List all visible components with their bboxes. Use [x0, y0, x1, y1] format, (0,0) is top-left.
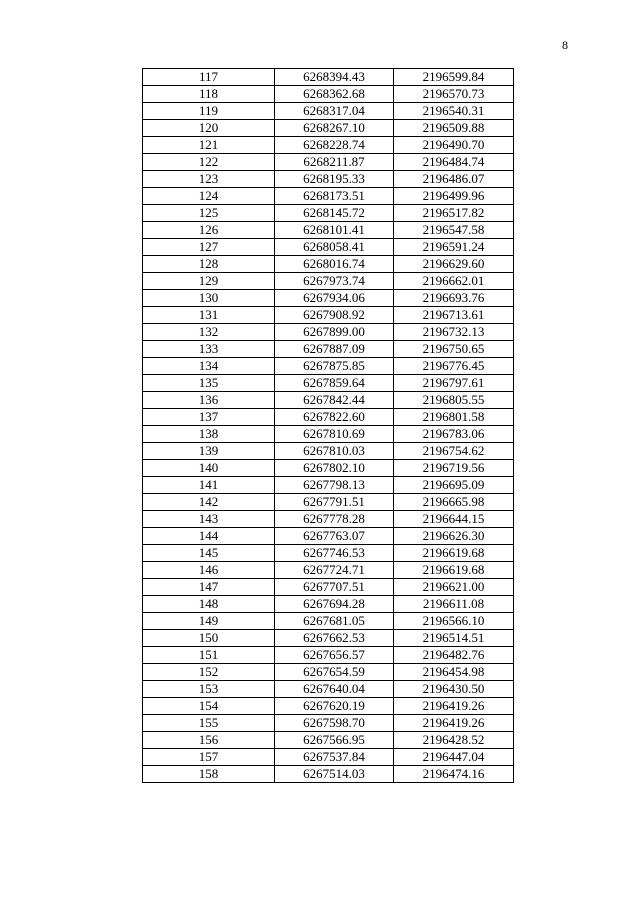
x-coordinate-cell: 6268058.41 — [275, 239, 394, 256]
y-coordinate-cell: 2196474.16 — [394, 766, 514, 783]
point-number-cell: 158 — [143, 766, 275, 783]
table-row — [143, 562, 514, 579]
coordinates-table — [142, 68, 514, 783]
table-row — [143, 596, 514, 613]
x-coordinate-cell: 6267566.95 — [275, 732, 394, 749]
point-number-cell: 132 — [143, 324, 275, 341]
table-row — [143, 630, 514, 647]
x-coordinate-cell: 6267842.44 — [275, 392, 394, 409]
table-row — [143, 664, 514, 681]
point-number-cell: 128 — [143, 256, 275, 273]
x-coordinate-cell: 6268211.87 — [275, 154, 394, 171]
y-coordinate-cell: 2196547.58 — [394, 222, 514, 239]
table-row — [143, 375, 514, 392]
table-row — [143, 273, 514, 290]
table-row — [143, 103, 514, 120]
y-coordinate-cell: 2196430.50 — [394, 681, 514, 698]
point-number-cell: 144 — [143, 528, 275, 545]
y-coordinate-cell: 2196732.13 — [394, 324, 514, 341]
x-coordinate-cell: 6267791.51 — [275, 494, 394, 511]
point-number-cell: 129 — [143, 273, 275, 290]
point-number-cell: 124 — [143, 188, 275, 205]
y-coordinate-cell: 2196454.98 — [394, 664, 514, 681]
x-coordinate-cell: 6268317.04 — [275, 103, 394, 120]
table-row — [143, 205, 514, 222]
x-coordinate-cell: 6267746.53 — [275, 545, 394, 562]
table-row — [143, 732, 514, 749]
page-number: 8 — [562, 38, 568, 52]
x-coordinate-cell: 6267620.19 — [275, 698, 394, 715]
table-row — [143, 120, 514, 137]
x-coordinate-cell: 6267908.92 — [275, 307, 394, 324]
table-row — [143, 528, 514, 545]
y-coordinate-cell: 2196719.56 — [394, 460, 514, 477]
point-number-cell: 126 — [143, 222, 275, 239]
x-coordinate-cell: 6267654.59 — [275, 664, 394, 681]
point-number-cell: 119 — [143, 103, 275, 120]
table-row — [143, 443, 514, 460]
x-coordinate-cell: 6268101.41 — [275, 222, 394, 239]
point-number-cell: 157 — [143, 749, 275, 766]
table-row — [143, 647, 514, 664]
point-number-cell: 152 — [143, 664, 275, 681]
point-number-cell: 135 — [143, 375, 275, 392]
y-coordinate-cell: 2196566.10 — [394, 613, 514, 630]
table-row — [143, 392, 514, 409]
x-coordinate-cell: 6267707.51 — [275, 579, 394, 596]
x-coordinate-cell: 6267681.05 — [275, 613, 394, 630]
x-coordinate-cell: 6267798.13 — [275, 477, 394, 494]
x-coordinate-cell: 6267778.28 — [275, 511, 394, 528]
point-number-cell: 156 — [143, 732, 275, 749]
table-row — [143, 341, 514, 358]
table-row — [143, 307, 514, 324]
table-row — [143, 358, 514, 375]
y-coordinate-cell: 2196805.55 — [394, 392, 514, 409]
y-coordinate-cell: 2196619.68 — [394, 562, 514, 579]
point-number-cell: 150 — [143, 630, 275, 647]
point-number-cell: 155 — [143, 715, 275, 732]
y-coordinate-cell: 2196486.07 — [394, 171, 514, 188]
table-row — [143, 290, 514, 307]
y-coordinate-cell: 2196419.26 — [394, 715, 514, 732]
y-coordinate-cell: 2196570.73 — [394, 86, 514, 103]
x-coordinate-cell: 6268394.43 — [275, 69, 394, 86]
y-coordinate-cell: 2196482.76 — [394, 647, 514, 664]
y-coordinate-cell: 2196626.30 — [394, 528, 514, 545]
point-number-cell: 140 — [143, 460, 275, 477]
y-coordinate-cell: 2196797.61 — [394, 375, 514, 392]
table-row — [143, 460, 514, 477]
y-coordinate-cell: 2196517.82 — [394, 205, 514, 222]
x-coordinate-cell: 6268173.51 — [275, 188, 394, 205]
table-row — [143, 137, 514, 154]
y-coordinate-cell: 2196754.62 — [394, 443, 514, 460]
point-number-cell: 117 — [143, 69, 275, 86]
x-coordinate-cell: 6267973.74 — [275, 273, 394, 290]
x-coordinate-cell: 6267887.09 — [275, 341, 394, 358]
point-number-cell: 137 — [143, 409, 275, 426]
y-coordinate-cell: 2196591.24 — [394, 239, 514, 256]
point-number-cell: 118 — [143, 86, 275, 103]
table-row — [143, 188, 514, 205]
x-coordinate-cell: 6267694.28 — [275, 596, 394, 613]
x-coordinate-cell: 6267899.00 — [275, 324, 394, 341]
x-coordinate-cell: 6267598.70 — [275, 715, 394, 732]
y-coordinate-cell: 2196629.60 — [394, 256, 514, 273]
table-row — [143, 69, 514, 86]
table-row — [143, 766, 514, 783]
point-number-cell: 123 — [143, 171, 275, 188]
x-coordinate-cell: 6267514.03 — [275, 766, 394, 783]
table-row — [143, 681, 514, 698]
table-row — [143, 409, 514, 426]
x-coordinate-cell: 6268267.10 — [275, 120, 394, 137]
table-row — [143, 477, 514, 494]
y-coordinate-cell: 2196428.52 — [394, 732, 514, 749]
y-coordinate-cell: 2196621.00 — [394, 579, 514, 596]
point-number-cell: 121 — [143, 137, 275, 154]
y-coordinate-cell: 2196801.58 — [394, 409, 514, 426]
x-coordinate-cell: 6267656.57 — [275, 647, 394, 664]
point-number-cell: 148 — [143, 596, 275, 613]
x-coordinate-cell: 6267662.53 — [275, 630, 394, 647]
table-row — [143, 222, 514, 239]
point-number-cell: 153 — [143, 681, 275, 698]
x-coordinate-cell: 6267859.64 — [275, 375, 394, 392]
point-number-cell: 133 — [143, 341, 275, 358]
point-number-cell: 120 — [143, 120, 275, 137]
y-coordinate-cell: 2196776.45 — [394, 358, 514, 375]
x-coordinate-cell: 6267934.06 — [275, 290, 394, 307]
table-row — [143, 324, 514, 341]
point-number-cell: 134 — [143, 358, 275, 375]
point-number-cell: 154 — [143, 698, 275, 715]
y-coordinate-cell: 2196783.06 — [394, 426, 514, 443]
table-row — [143, 715, 514, 732]
point-number-cell: 131 — [143, 307, 275, 324]
y-coordinate-cell: 2196419.26 — [394, 698, 514, 715]
x-coordinate-cell: 6268195.33 — [275, 171, 394, 188]
point-number-cell: 125 — [143, 205, 275, 222]
y-coordinate-cell: 2196599.84 — [394, 69, 514, 86]
y-coordinate-cell: 2196693.76 — [394, 290, 514, 307]
y-coordinate-cell: 2196490.70 — [394, 137, 514, 154]
coordinates-table-body — [143, 69, 514, 783]
x-coordinate-cell: 6267802.10 — [275, 460, 394, 477]
y-coordinate-cell: 2196499.96 — [394, 188, 514, 205]
point-number-cell: 149 — [143, 613, 275, 630]
point-number-cell: 139 — [143, 443, 275, 460]
point-number-cell: 141 — [143, 477, 275, 494]
point-number-cell: 136 — [143, 392, 275, 409]
y-coordinate-cell: 2196611.08 — [394, 596, 514, 613]
x-coordinate-cell: 6267763.07 — [275, 528, 394, 545]
table-row — [143, 579, 514, 596]
table-row — [143, 171, 514, 188]
point-number-cell: 142 — [143, 494, 275, 511]
point-number-cell: 122 — [143, 154, 275, 171]
table-row — [143, 154, 514, 171]
table-row — [143, 698, 514, 715]
x-coordinate-cell: 6268016.74 — [275, 256, 394, 273]
x-coordinate-cell: 6267640.04 — [275, 681, 394, 698]
point-number-cell: 127 — [143, 239, 275, 256]
table-row — [143, 239, 514, 256]
x-coordinate-cell: 6267810.69 — [275, 426, 394, 443]
point-number-cell: 146 — [143, 562, 275, 579]
table-row — [143, 494, 514, 511]
table-row — [143, 256, 514, 273]
y-coordinate-cell: 2196662.01 — [394, 273, 514, 290]
point-number-cell: 151 — [143, 647, 275, 664]
point-number-cell: 145 — [143, 545, 275, 562]
y-coordinate-cell: 2196540.31 — [394, 103, 514, 120]
point-number-cell: 138 — [143, 426, 275, 443]
y-coordinate-cell: 2196713.61 — [394, 307, 514, 324]
x-coordinate-cell: 6268228.74 — [275, 137, 394, 154]
table-row — [143, 545, 514, 562]
y-coordinate-cell: 2196644.15 — [394, 511, 514, 528]
point-number-cell: 130 — [143, 290, 275, 307]
y-coordinate-cell: 2196695.09 — [394, 477, 514, 494]
y-coordinate-cell: 2196619.68 — [394, 545, 514, 562]
x-coordinate-cell: 6267724.71 — [275, 562, 394, 579]
y-coordinate-cell: 2196665.98 — [394, 494, 514, 511]
y-coordinate-cell: 2196514.51 — [394, 630, 514, 647]
x-coordinate-cell: 6267810.03 — [275, 443, 394, 460]
x-coordinate-cell: 6267875.85 — [275, 358, 394, 375]
y-coordinate-cell: 2196509.88 — [394, 120, 514, 137]
x-coordinate-cell: 6267822.60 — [275, 409, 394, 426]
x-coordinate-cell: 6267537.84 — [275, 749, 394, 766]
point-number-cell: 147 — [143, 579, 275, 596]
table-row — [143, 86, 514, 103]
table-row — [143, 749, 514, 766]
y-coordinate-cell: 2196447.04 — [394, 749, 514, 766]
y-coordinate-cell: 2196484.74 — [394, 154, 514, 171]
x-coordinate-cell: 6268362.68 — [275, 86, 394, 103]
x-coordinate-cell: 6268145.72 — [275, 205, 394, 222]
point-number-cell: 143 — [143, 511, 275, 528]
table-row — [143, 511, 514, 528]
table-row — [143, 613, 514, 630]
table-row — [143, 426, 514, 443]
y-coordinate-cell: 2196750.65 — [394, 341, 514, 358]
